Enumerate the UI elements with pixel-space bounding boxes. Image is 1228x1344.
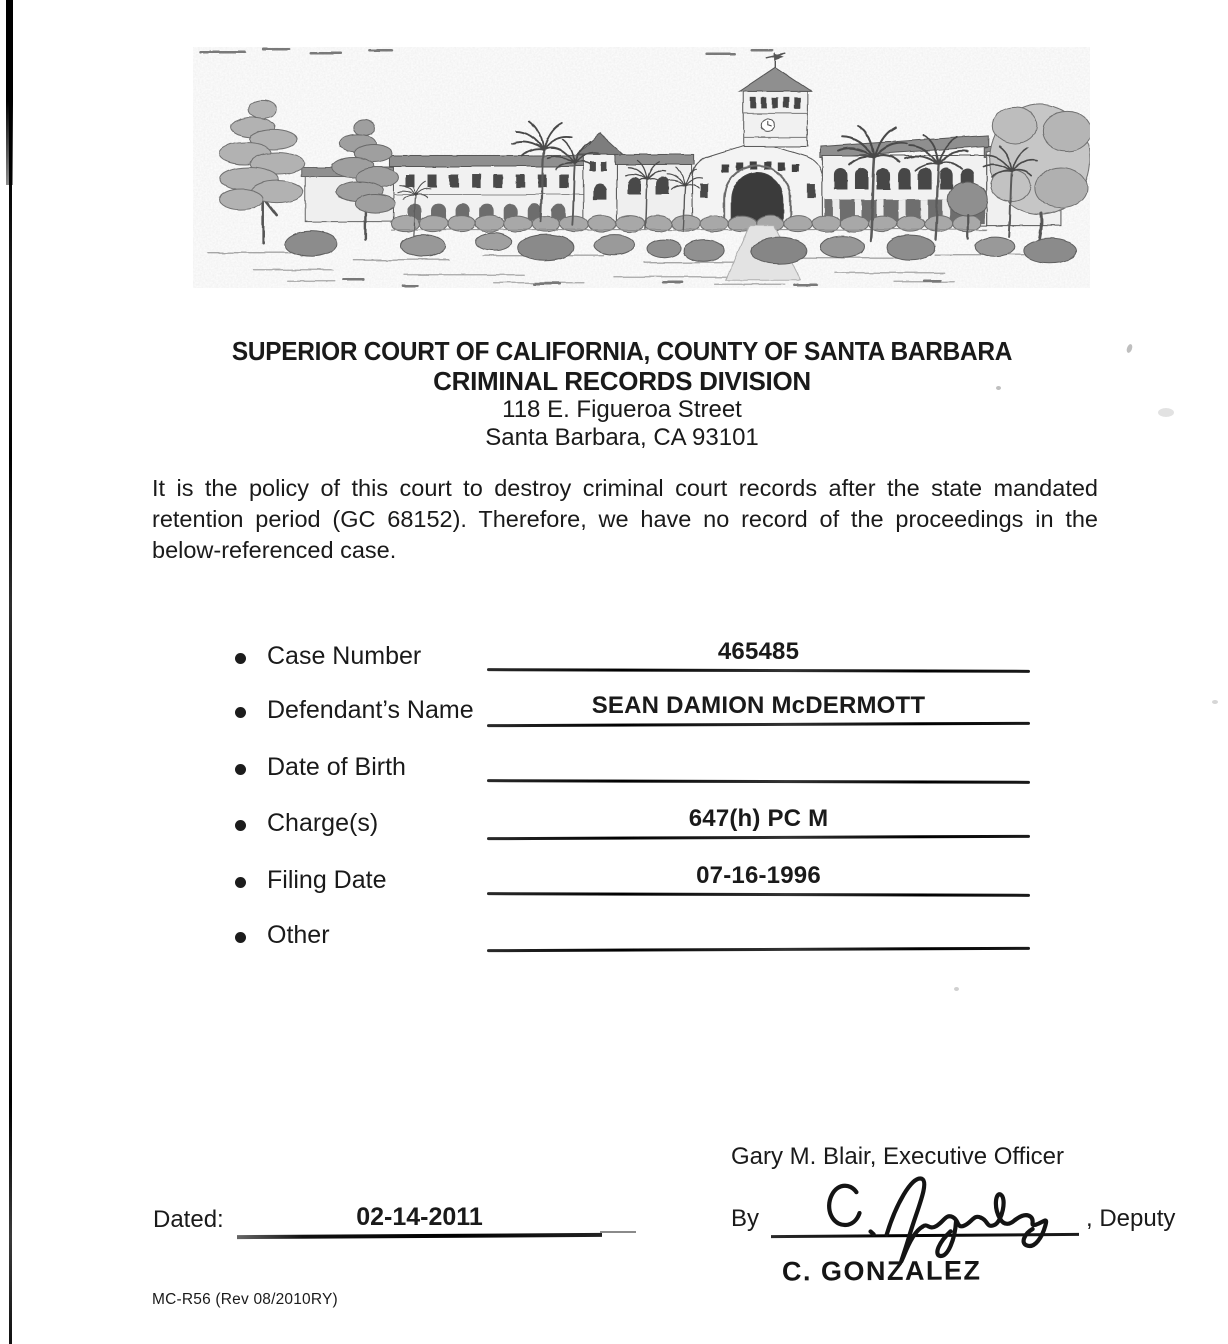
policy-paragraph-line: retention period (GC 68152). Therefore, we have no record of the proceedings in the <box>152 506 1098 532</box>
bullet-icon <box>235 707 246 718</box>
field-underline <box>487 668 1030 673</box>
field-label: Date of Birth <box>267 753 406 781</box>
executive-officer-text: Gary M. Blair, Executive Officer <box>731 1143 1064 1170</box>
field-row-case-number <box>0 638 1228 672</box>
dated-label: Dated: <box>153 1206 224 1233</box>
dated-value: 02-14-2011 <box>356 1203 483 1231</box>
field-row-defendant-name <box>0 692 1228 726</box>
field-row-date-of-birth <box>0 749 1228 783</box>
scan-speck <box>954 987 959 991</box>
scan-speck <box>1158 408 1174 417</box>
field-value: 465485 <box>717 638 800 665</box>
division-title: CRIMINAL RECORDS DIVISION <box>433 366 811 396</box>
field-row-filing-date <box>0 862 1228 896</box>
field-label: Case Number <box>267 642 422 670</box>
bullet-icon <box>235 820 246 831</box>
field-label: Other <box>267 921 330 949</box>
policy-paragraph-line: below-referenced case. <box>152 537 397 563</box>
field-underline <box>487 779 1030 784</box>
field-row-other <box>0 917 1228 951</box>
bullet-icon <box>235 653 246 664</box>
scan-artifact-left-edge <box>9 0 12 1344</box>
bullet-icon <box>235 932 246 943</box>
signer-name-stamp: C. GONZALEZ <box>781 1255 982 1287</box>
court-name-title: SUPERIOR COURT OF CALIFORNIA, COUNTY OF SANTA BARBARA <box>231 336 1013 366</box>
field-value: 647(h) PC M <box>688 805 829 832</box>
policy-paragraph <box>152 473 1098 566</box>
handwritten-signature <box>812 1160 1062 1264</box>
courthouse-etching-image <box>193 46 1090 289</box>
field-underline <box>487 892 1030 897</box>
scan-speck <box>1126 343 1134 353</box>
bullet-icon <box>235 764 246 775</box>
by-label: By <box>731 1205 760 1232</box>
dated-underline <box>237 1233 602 1239</box>
bullet-icon <box>235 877 246 888</box>
deputy-label: , Deputy <box>1086 1205 1176 1232</box>
form-id-text: MC-R56 (Rev 08/2010RY) <box>152 1291 338 1308</box>
field-label: Charge(s) <box>267 809 379 837</box>
policy-paragraph-line: It is the policy of this court to destroy criminal court records after the state mandated <box>152 475 1098 501</box>
field-underline <box>487 947 1030 952</box>
field-underline <box>487 835 1030 840</box>
address-line-2: Santa Barbara, CA 93101 <box>485 424 759 451</box>
field-value: 07-16-1996 <box>696 862 821 889</box>
scan-artifact-left-edge-top <box>6 0 13 185</box>
address-line-1: 118 E. Figueroa Street <box>502 396 742 423</box>
field-label: Filing Date <box>267 866 387 894</box>
field-row-charges <box>0 805 1228 839</box>
dated-underline-faint-extension <box>600 1231 636 1233</box>
field-underline <box>487 722 1030 727</box>
letterhead <box>134 336 1110 452</box>
field-label: Defendant’s Name <box>267 696 474 724</box>
field-value: SEAN DAMION McDERMOTT <box>591 692 926 719</box>
